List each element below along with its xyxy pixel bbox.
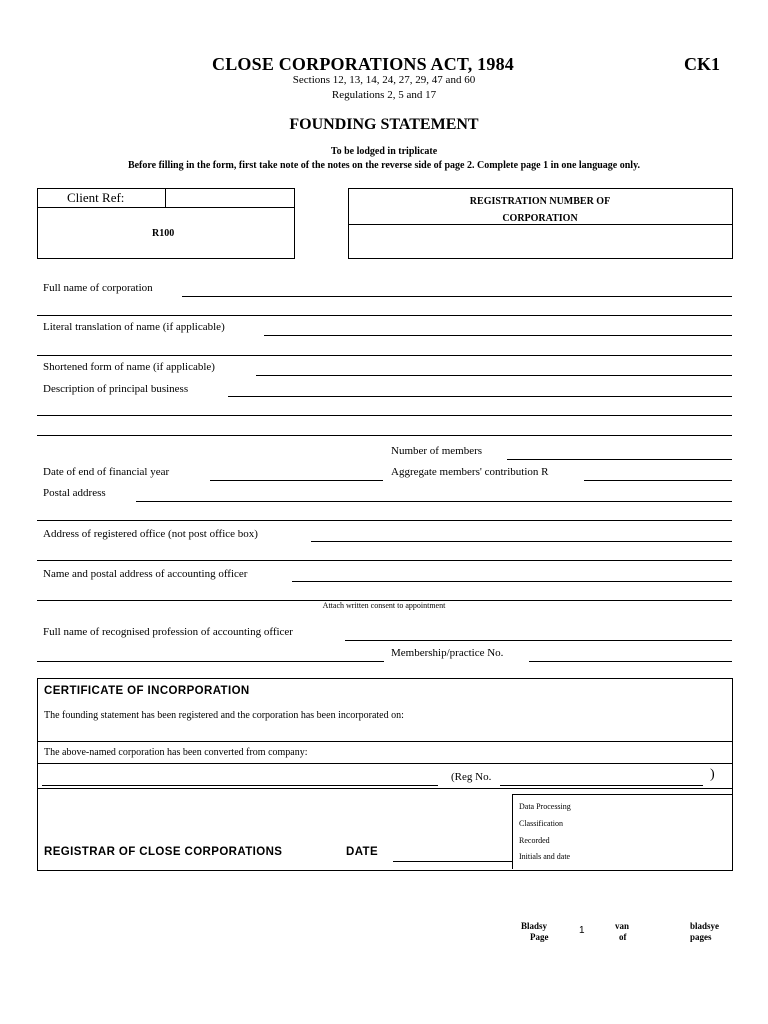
certificate-box: [37, 678, 733, 871]
office-use-initials-date: Initials and date: [519, 852, 571, 862]
form-heading: FOUNDING STATEMENT: [289, 116, 479, 133]
sections-line: Sections 12, 13, 14, 24, 27, 29, 47 and 60: [292, 74, 476, 86]
accounting-officer-line[interactable]: [292, 581, 732, 582]
registered-office-label: Address of registered office (not post office box): [43, 528, 258, 540]
number-of-members-line[interactable]: [507, 459, 732, 460]
office-use-classification: Classification: [519, 818, 563, 828]
reg-no-line[interactable]: [500, 785, 703, 786]
registrar-label: REGISTRAR OF CLOSE CORPORATIONS: [44, 846, 283, 858]
client-ref-label: Client Ref:: [67, 190, 125, 205]
office-use-list: [519, 799, 571, 866]
literal-translation-label: Literal translation of name (if applicable): [43, 321, 225, 333]
principal-business-line[interactable]: [228, 396, 732, 397]
consent-note: Attach written consent to appointment: [322, 601, 446, 610]
financial-year-line[interactable]: [210, 480, 383, 481]
date-line[interactable]: [393, 861, 512, 862]
registered-office-line-2[interactable]: [37, 560, 732, 561]
footer-pages: pages: [690, 932, 712, 942]
footer-bladsy: Bladsy: [521, 921, 548, 931]
literal-translation-line[interactable]: [264, 335, 732, 336]
recognised-profession-label: Full name of recognised profession of accounting officer: [43, 626, 293, 638]
client-ref-value: R100: [152, 228, 175, 239]
full-name-label: Full name of corporation: [43, 282, 153, 294]
full-name-line[interactable]: [182, 296, 732, 297]
certificate-divider-1: [37, 741, 732, 742]
footer-van: van: [615, 921, 630, 931]
shortened-form-line[interactable]: [256, 375, 732, 376]
registration-label-line2: CORPORATION: [502, 213, 578, 224]
financial-year-label: Date of end of financial year: [43, 466, 170, 478]
date-label: DATE: [346, 846, 379, 858]
act-title: CLOSE CORPORATIONS ACT, 1984: [212, 54, 514, 74]
office-use-separator: [512, 794, 513, 869]
principal-business-line-3[interactable]: [37, 435, 732, 436]
reg-no-label: (Reg No.: [451, 771, 492, 783]
client-ref-divider: [37, 207, 294, 208]
shortened-form-label: Shortened form of name (if applicable): [43, 361, 215, 373]
membership-no-label: Membership/practice No.: [391, 647, 504, 659]
certificate-title: CERTIFICATE OF INCORPORATION: [44, 685, 250, 697]
full-name-line-2[interactable]: [37, 315, 732, 316]
registration-number-input[interactable]: [349, 225, 731, 256]
instruction-note: Before filling in the form, first take note of the notes on the reverse side of page 2. Complete page 1 in one language only.: [127, 160, 641, 171]
form-code: CK1: [684, 54, 720, 74]
literal-translation-line-2[interactable]: [37, 355, 732, 356]
footer-bladsye: bladsye: [690, 921, 720, 931]
postal-address-line[interactable]: [136, 501, 732, 502]
regulations-line: Regulations 2, 5 and 17: [331, 89, 437, 101]
postal-address-label: Postal address: [43, 487, 106, 499]
footer-page: Page: [530, 932, 549, 942]
office-use-data-processing: Data Processing: [519, 802, 571, 811]
reg-no-close: ): [710, 767, 715, 782]
footer-of: of: [619, 932, 627, 942]
registration-number-label: [348, 193, 732, 227]
postal-address-line-2[interactable]: [37, 520, 732, 521]
registration-label-line1: REGISTRATION NUMBER OF: [469, 196, 611, 207]
footer-page-number: 1: [579, 925, 585, 936]
office-use-recorded: Recorded: [519, 835, 550, 845]
certificate-divider-3: [37, 788, 732, 789]
company-name-line[interactable]: [42, 785, 438, 786]
accounting-officer-label: Name and postal address of accounting officer: [43, 568, 248, 580]
number-of-members-label: Number of members: [391, 445, 483, 457]
certificate-divider-2: [37, 763, 732, 764]
recognised-profession-line[interactable]: [345, 640, 732, 641]
certificate-registered-text: The founding statement has been registered and the corporation has been incorporated on:: [44, 710, 404, 721]
triplicate-note: To be lodged in triplicate: [330, 146, 438, 157]
recognised-profession-line-2[interactable]: [37, 661, 384, 662]
membership-no-line[interactable]: [529, 661, 732, 662]
aggregate-contribution-line[interactable]: [584, 480, 732, 481]
aggregate-contribution-label: Aggregate members' contribution R: [391, 466, 549, 478]
client-ref-input[interactable]: [166, 189, 293, 206]
certificate-converted-text: The above-named corporation has been converted from company:: [44, 747, 308, 758]
principal-business-line-2[interactable]: [37, 415, 732, 416]
office-use-top: [512, 794, 732, 795]
registered-office-line[interactable]: [311, 541, 732, 542]
principal-business-label: Description of principal business: [43, 383, 189, 395]
